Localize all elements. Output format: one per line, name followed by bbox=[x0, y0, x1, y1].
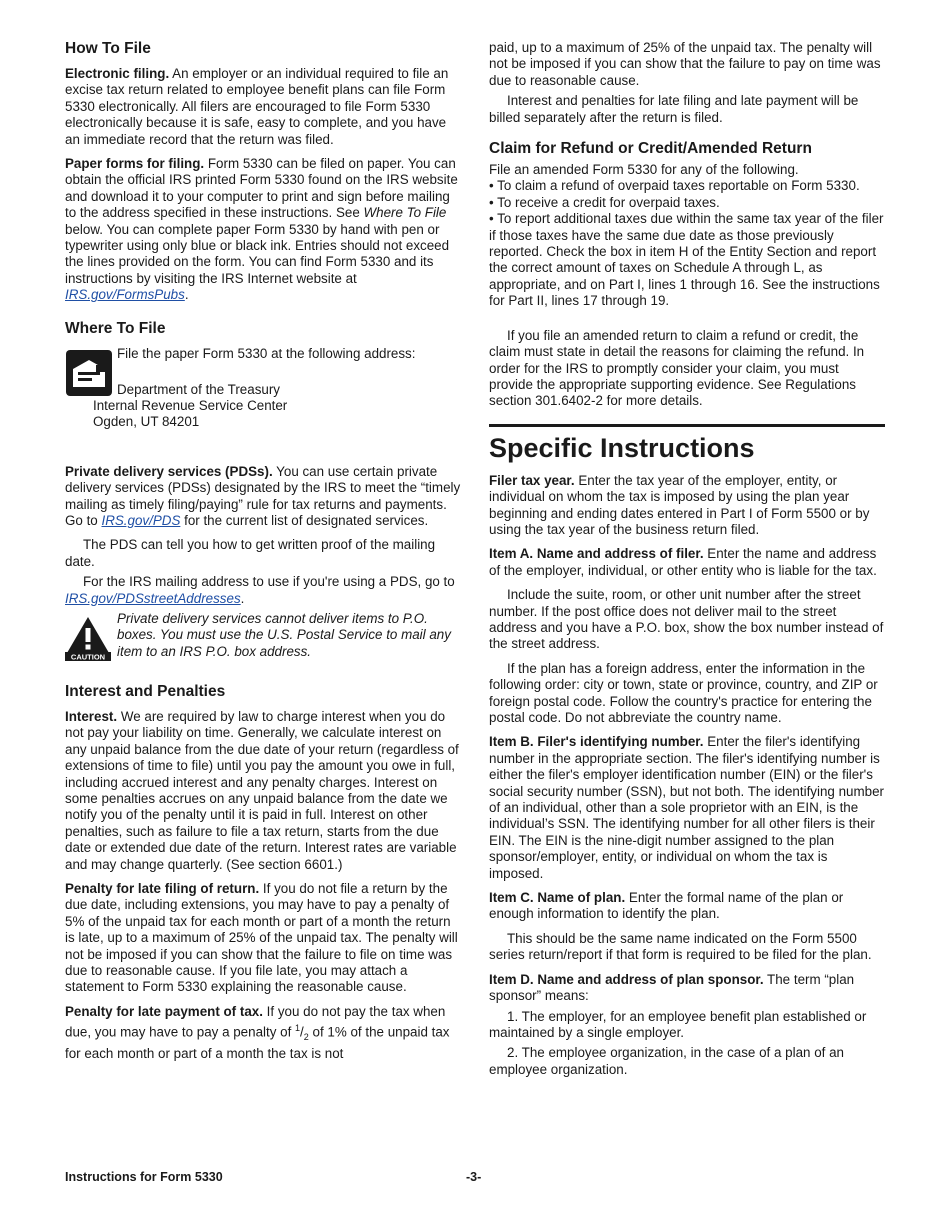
irs-pds-link[interactable]: IRS.gov/PDS bbox=[101, 512, 181, 528]
claim-bullet-3: • To report additional taxes due within the same tax year of the filer if those taxes have the same due date as those previously reported. Check the box in item H of the Entity Section and report the correct amount of taxes on Schedule A through L, as appropriate, and on Part I, lines 1 through 16. See the instructions for Part II, lines 17 through 19. bbox=[489, 211, 884, 309]
item-d-list-1: 1. The employer, for an employee benefit plan established or maintained by a single employer. bbox=[489, 1008, 867, 1040]
item-c-form5500-paragraph: This should be the same name indicated on the Form 5500 series return/report if that form is required to be filed for the plan. bbox=[489, 930, 872, 963]
right-column bbox=[489, 40, 885, 1086]
pds-proof-paragraph: The PDS can tell you how to get written proof of the mailing date. bbox=[65, 537, 436, 569]
paper-forms-paragraph: Paper forms for filing. Form 5330 can be filed on paper. You can obtain the official IRS printed Form 5330 found on the IRS website and download it to your computer to print and sign before mailing to the address specified in these instructions. See Where To File below. You can complete paper Form 5330 by hand with pen or typewriter using only blue or black ink. Entries should not exceed the lines provided on the form. You can find Form 5330 and its instructions by visiting the IRS Internet website at IRS.gov/FormsPubs. bbox=[65, 156, 458, 303]
item-c-paragraph: Item C. Name of plan. Enter the formal name of the plan or enough information to identify the plan. bbox=[489, 890, 844, 922]
item-d-paragraph: Item D. Name and address of plan sponsor. The term “plan sponsor” means: bbox=[489, 971, 855, 1004]
claim-intro: File an amended Form 5330 for any of the following. bbox=[489, 162, 799, 178]
late-payment-continued: paid, up to a maximum of 25% of the unpaid tax. The penalty will not be imposed if you can show that the failure to pay on time was due to reasonable cause. bbox=[489, 40, 881, 88]
where-to-file-heading: Where To File bbox=[65, 319, 166, 337]
late-filing-paragraph: Penalty for late filing of return. If you do not file a return by the due date, including extensions, you may have to pay a penalty of 5% of the unpaid tax for each month or part of a month the return is late, up to a maximum of 25% of the unpaid tax. The penalty will not be imposed if you can show that the failure to file on time was due to reasonable cause. If you file late, you may attach a statement to Form 5330 explaining the reasonable cause. bbox=[65, 881, 458, 995]
late-payment-paragraph: Penalty for late payment of tax. If you do not pay the tax when due, you may have to pay a penalty of $^1/_2$ of 1% of the unpaid tax for each month or part of a month the tax is not bbox=[65, 1003, 450, 1061]
page-number: -3- bbox=[466, 1170, 482, 1184]
item-a-foreign-paragraph: If the plan has a foreign address, enter the information in the following order: city or town, state or province, country, and ZIP or foreign postal code. Follow the country's practice for entering the postal code. Do not abbreviate the country name. bbox=[489, 660, 878, 725]
pds-street-addresses-link[interactable]: IRS.gov/PDSstreetAddresses bbox=[65, 590, 241, 606]
caution-icon bbox=[65, 615, 111, 661]
how-to-file-heading: How To File bbox=[65, 40, 151, 57]
claim-bullet-1: • To claim a refund of overpaid taxes reportable on Form 5330. bbox=[489, 178, 860, 194]
electronic-filing-paragraph: Electronic filing. An employer or an individual required to file an excise tax return related to employee benefit plans can file Form 5330 electronically. All filers are encouraged to file Form 5330 electronically because it is safe, easy to complete, and you have an immediate record that the return was filed. bbox=[65, 66, 449, 147]
mailbox-icon bbox=[65, 349, 113, 397]
caution-text: Private delivery services cannot deliver items to P.O. boxes. You must use the U.S. Postal Service to mail any item to an IRS P.O. box address. bbox=[117, 610, 451, 659]
address-line-3: Ogden, UT 84201 bbox=[93, 413, 200, 429]
address-line-1: Department of the Treasury bbox=[117, 381, 280, 397]
caution-label: CAUTION bbox=[70, 652, 106, 661]
filer-tax-year-paragraph: Filer tax year. Enter the tax year of the employer, entity, or individual on whom the tax is imposed by using the plan year beginning and ending dates entered in Part I of Form 5500 or by using the tax year of the business return filed. bbox=[489, 472, 870, 537]
item-a-suite-paragraph: Include the suite, room, or other unit number after the street number. If the post office does not deliver mail to the street address and you have a P.O. box, show the box number instead of the street address. bbox=[489, 587, 884, 652]
interest-paragraph: Interest. We are required by law to charge interest when you do not pay your liability on time. Generally, we calculate interest on any unpaid balance from the due date of your return (regardless of extensions of time to file) until you pay the amount you owe in full, including accrued interest and any penalty charges. Interest on some penalties accrues on any unpaid balance from the date we notify you of the penalty until it is paid in full. Interest on other penalties, such as failure to file a tax return, starts from the due date or extended due date of the return. Interest rates are variable and may change quarterly. (See section 6601.) bbox=[65, 708, 459, 872]
claim-bullet-2: • To receive a credit for overpaid taxes. bbox=[489, 194, 720, 210]
where-to-file-block bbox=[65, 346, 463, 436]
pds-paragraph: Private delivery services (PDSs). You can use certain private delivery services (PDSs) designated by the IRS to meet the “timely mailing as timely filing/paying” rule for tax returns and payments. Go to IRS.gov/PDS for the current list of designated services. bbox=[65, 463, 461, 528]
footer-title: Instructions for Form 5330 bbox=[65, 1170, 223, 1184]
specific-instructions-heading: Specific Instructions bbox=[489, 424, 885, 463]
forms-pubs-link[interactable]: IRS.gov/FormsPubs bbox=[65, 287, 185, 303]
address-intro: File the paper Form 5330 at the following address: bbox=[117, 345, 416, 361]
interest-penalties-heading: Interest and Penalties bbox=[65, 682, 226, 700]
item-a-paragraph: Item A. Name and address of filer. Enter the name and address of the employer, individual, or other entity who is liable for the tax. bbox=[489, 546, 877, 578]
item-b-paragraph: Item B. Filer's identifying number. Enter the filer's identifying number in the appropriate section. The filer's identifying number is either the filer's employer identification number (EIN) or the filer's social security number (SSN), but not both. The identifying number of an individual, other than a sole proprietor with an EIN, is the individual’s SSN. The identifying number for all other filers is their EIN. The EIN is the nine-digit number assigned to the plan sponsor/employer, entity, or individual on whom the tax is imposed. bbox=[489, 734, 884, 881]
pds-address-paragraph: For the IRS mailing address to use if you're using a PDS, go to IRS.gov/PDSstreetAddresses. bbox=[65, 574, 455, 606]
caution-block bbox=[65, 611, 463, 663]
address-line-2: Internal Revenue Service Center bbox=[93, 397, 288, 413]
claim-heading: Claim for Refund or Credit/Amended Return bbox=[489, 140, 812, 158]
item-d-list-2: 2. The employee organization, in the case of a plan of an employee organization. bbox=[489, 1045, 844, 1077]
left-column bbox=[65, 40, 463, 1070]
billing-paragraph: Interest and penalties for late filing and late payment will be billed separately after the return is filed. bbox=[489, 93, 859, 125]
amended-claim-paragraph: If you file an amended return to claim a refund or credit, the claim must state in detail the reasons for claiming the refund. In order for the IRS to promptly consider your claim, you must provide the appropriate supporting evidence. See Regulations section 301.6402-2 for more details. bbox=[489, 327, 865, 409]
